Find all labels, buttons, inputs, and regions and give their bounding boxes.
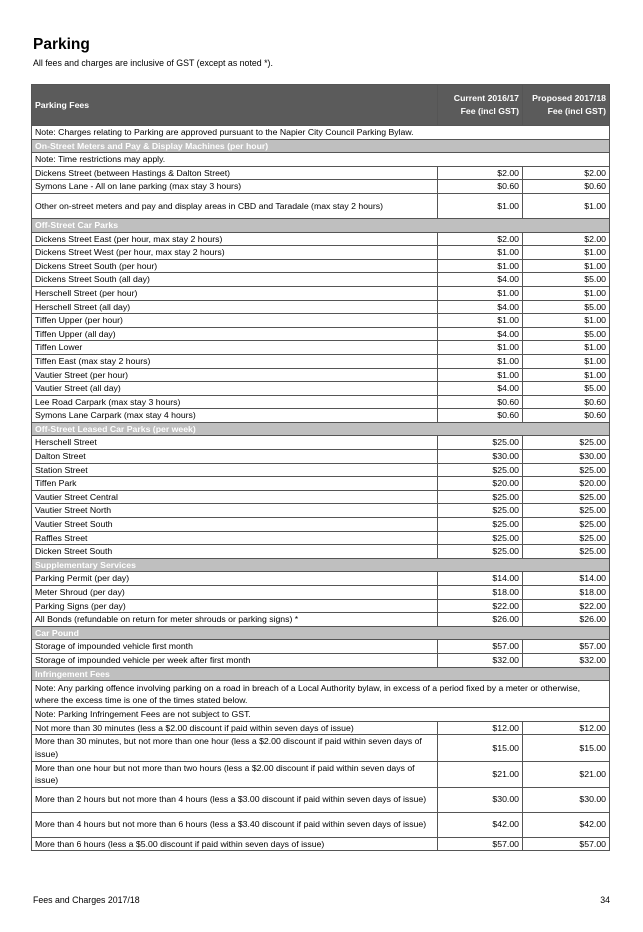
table-row bbox=[32, 246, 610, 260]
table-body bbox=[32, 126, 610, 851]
proposed-fee-cell: $42.00 bbox=[523, 812, 610, 837]
current-fee-cell: $26.00 bbox=[438, 613, 523, 627]
fee-description: Vautier Street (all day) bbox=[32, 382, 438, 396]
table-row bbox=[32, 653, 610, 667]
current-fee-cell: $1.00 bbox=[438, 341, 523, 355]
proposed-fee-cell: $5.00 bbox=[523, 273, 610, 287]
fee-description: Vautier Street (per hour) bbox=[32, 368, 438, 382]
header-current-line1: Current 2016/17 bbox=[453, 93, 519, 103]
note-row bbox=[32, 681, 610, 708]
current-fee-cell: $22.00 bbox=[438, 599, 523, 613]
table-row bbox=[32, 341, 610, 355]
proposed-fee-cell: $25.00 bbox=[523, 518, 610, 532]
table-row bbox=[32, 812, 610, 837]
fee-description: Vautier Street North bbox=[32, 504, 438, 518]
fee-description: Storage of impounded vehicle first month bbox=[32, 640, 438, 654]
current-fee-cell: $25.00 bbox=[438, 504, 523, 518]
section-header-row bbox=[32, 218, 610, 232]
fee-description: More than 2 hours but not more than 4 hours (less a $3.00 discount if paid within seven days of issue) bbox=[32, 787, 438, 812]
current-fee-cell: $18.00 bbox=[438, 586, 523, 600]
fee-description: More than 6 hours (less a $5.00 discount if paid within seven days of issue) bbox=[32, 837, 438, 851]
proposed-fee-cell: $32.00 bbox=[523, 653, 610, 667]
proposed-fee-cell: $14.00 bbox=[523, 572, 610, 586]
table-header-row bbox=[32, 85, 610, 126]
table-row bbox=[32, 166, 610, 180]
table-row bbox=[32, 761, 610, 787]
table-row bbox=[32, 354, 610, 368]
table-row bbox=[32, 787, 610, 812]
proposed-fee-cell: $25.00 bbox=[523, 531, 610, 545]
current-fee-cell: $4.00 bbox=[438, 300, 523, 314]
section-title: Supplementary Services bbox=[32, 558, 610, 572]
current-fee-cell: $4.00 bbox=[438, 327, 523, 341]
current-fee-cell: $4.00 bbox=[438, 382, 523, 396]
fee-description: Herschell Street (per hour) bbox=[32, 286, 438, 300]
fee-description: Dickens Street (between Hastings & Dalton Street) bbox=[32, 166, 438, 180]
header-current-fee bbox=[438, 85, 523, 126]
current-fee-cell: $25.00 bbox=[438, 436, 523, 450]
proposed-fee-cell: $25.00 bbox=[523, 436, 610, 450]
table-row bbox=[32, 314, 610, 328]
current-fee-cell: $2.00 bbox=[438, 232, 523, 246]
current-fee-cell: $30.00 bbox=[438, 787, 523, 812]
section-header-row bbox=[32, 422, 610, 436]
table-row bbox=[32, 837, 610, 851]
table-row bbox=[32, 531, 610, 545]
current-fee-cell: $1.00 bbox=[438, 193, 523, 218]
proposed-fee-cell: $1.00 bbox=[523, 354, 610, 368]
proposed-fee-cell: $5.00 bbox=[523, 327, 610, 341]
table-row bbox=[32, 286, 610, 300]
proposed-fee-cell: $5.00 bbox=[523, 300, 610, 314]
page-number: 34 bbox=[600, 895, 610, 905]
fee-description: Parking Permit (per day) bbox=[32, 572, 438, 586]
fee-description: Storage of impounded vehicle per week after first month bbox=[32, 653, 438, 667]
fee-description: Tiffen Park bbox=[32, 477, 438, 491]
proposed-fee-cell: $1.00 bbox=[523, 341, 610, 355]
fee-description: More than one hour but not more than two hours (less a $2.00 discount if paid within seven days of issue) bbox=[32, 761, 438, 787]
table-row bbox=[32, 599, 610, 613]
fee-description: More than 30 minutes, but not more than one hour (less a $2.00 discount if paid within seven days of issue) bbox=[32, 735, 438, 761]
header-parking-fees: Parking Fees bbox=[32, 85, 438, 126]
proposed-fee-cell: $57.00 bbox=[523, 640, 610, 654]
current-fee-cell: $14.00 bbox=[438, 572, 523, 586]
section-header-row bbox=[32, 139, 610, 153]
current-fee-cell: $1.00 bbox=[438, 314, 523, 328]
table-row bbox=[32, 193, 610, 218]
proposed-fee-cell: $18.00 bbox=[523, 586, 610, 600]
fee-description: Tiffen East (max stay 2 hours) bbox=[32, 354, 438, 368]
proposed-fee-cell: $1.00 bbox=[523, 246, 610, 260]
fee-description: Tiffen Upper (all day) bbox=[32, 327, 438, 341]
fee-description: Raffles Street bbox=[32, 531, 438, 545]
table-row bbox=[32, 368, 610, 382]
fee-description: Vautier Street South bbox=[32, 518, 438, 532]
table-row bbox=[32, 735, 610, 761]
proposed-fee-cell: $25.00 bbox=[523, 545, 610, 559]
fee-description: Meter Shroud (per day) bbox=[32, 586, 438, 600]
fee-description: All Bonds (refundable on return for meter shrouds or parking signs) * bbox=[32, 613, 438, 627]
current-fee-cell: $4.00 bbox=[438, 273, 523, 287]
table-row bbox=[32, 259, 610, 273]
current-fee-cell: $32.00 bbox=[438, 653, 523, 667]
fee-description: Dalton Street bbox=[32, 450, 438, 464]
table-row bbox=[32, 640, 610, 654]
table-row bbox=[32, 477, 610, 491]
fee-description: Herschell Street bbox=[32, 436, 438, 450]
current-fee-cell: $1.00 bbox=[438, 246, 523, 260]
footer-doc-title: Fees and Charges 2017/18 bbox=[33, 895, 140, 905]
table-row bbox=[32, 721, 610, 735]
proposed-fee-cell: $2.00 bbox=[523, 166, 610, 180]
proposed-fee-cell: $1.00 bbox=[523, 314, 610, 328]
proposed-fee-cell: $57.00 bbox=[523, 837, 610, 851]
proposed-fee-cell: $2.00 bbox=[523, 232, 610, 246]
note-text: Note: Charges relating to Parking are approved pursuant to the Napier City Council Parking Bylaw. bbox=[32, 126, 610, 140]
proposed-fee-cell: $21.00 bbox=[523, 761, 610, 787]
current-fee-cell: $21.00 bbox=[438, 761, 523, 787]
table-row bbox=[32, 232, 610, 246]
proposed-fee-cell: $12.00 bbox=[523, 721, 610, 735]
note-text: Note: Any parking offence involving parking on a road in breach of a Local Authority bylaw, in excess of a period fixed by a meter or otherwise, where the excess time is one of the times stated below. bbox=[32, 681, 610, 708]
table-row bbox=[32, 490, 610, 504]
proposed-fee-cell: $1.00 bbox=[523, 193, 610, 218]
note-text: Note: Time restrictions may apply. bbox=[32, 153, 610, 167]
table-row bbox=[32, 300, 610, 314]
proposed-fee-cell: $15.00 bbox=[523, 735, 610, 761]
section-title: Car Pound bbox=[32, 626, 610, 640]
proposed-fee-cell: $0.60 bbox=[523, 409, 610, 423]
page-title: Parking bbox=[33, 36, 90, 53]
header-proposed-fee bbox=[523, 85, 610, 126]
section-title: Off-Street Leased Car Parks (per week) bbox=[32, 422, 610, 436]
table-row bbox=[32, 180, 610, 194]
proposed-fee-cell: $1.00 bbox=[523, 286, 610, 300]
table-row bbox=[32, 409, 610, 423]
section-header-row bbox=[32, 558, 610, 572]
section-header-row bbox=[32, 626, 610, 640]
fee-description: Dickens Street West (per hour, max stay 2 hours) bbox=[32, 246, 438, 260]
table-row bbox=[32, 327, 610, 341]
current-fee-cell: $25.00 bbox=[438, 490, 523, 504]
current-fee-cell: $1.00 bbox=[438, 354, 523, 368]
table-row bbox=[32, 545, 610, 559]
note-row bbox=[32, 153, 610, 167]
header-current-line2: Fee (incl GST) bbox=[460, 106, 519, 116]
fee-description: Vautier Street Central bbox=[32, 490, 438, 504]
proposed-fee-cell: $25.00 bbox=[523, 463, 610, 477]
fee-description: Symons Lane Carpark (max stay 4 hours) bbox=[32, 409, 438, 423]
header-proposed-line1: Proposed 2017/18 bbox=[532, 93, 606, 103]
section-header-row bbox=[32, 667, 610, 681]
current-fee-cell: $1.00 bbox=[438, 259, 523, 273]
current-fee-cell: $0.60 bbox=[438, 409, 523, 423]
section-title: Off-Street Car Parks bbox=[32, 218, 610, 232]
current-fee-cell: $42.00 bbox=[438, 812, 523, 837]
current-fee-cell: $2.00 bbox=[438, 166, 523, 180]
current-fee-cell: $57.00 bbox=[438, 837, 523, 851]
note-row bbox=[32, 126, 610, 140]
current-fee-cell: $25.00 bbox=[438, 463, 523, 477]
table-row bbox=[32, 613, 610, 627]
fee-description: Not more than 30 minutes (less a $2.00 discount if paid within seven days of issue) bbox=[32, 721, 438, 735]
fee-description: Dickens Street East (per hour, max stay 2 hours) bbox=[32, 232, 438, 246]
fee-description: Dickens Street South (all day) bbox=[32, 273, 438, 287]
fee-description: Station Street bbox=[32, 463, 438, 477]
proposed-fee-cell: $20.00 bbox=[523, 477, 610, 491]
table-row bbox=[32, 518, 610, 532]
proposed-fee-cell: $26.00 bbox=[523, 613, 610, 627]
page-subtitle: All fees and charges are inclusive of GST (except as noted *). bbox=[33, 58, 273, 68]
current-fee-cell: $1.00 bbox=[438, 286, 523, 300]
table-row bbox=[32, 436, 610, 450]
current-fee-cell: $25.00 bbox=[438, 545, 523, 559]
fee-description: Herschell Street (all day) bbox=[32, 300, 438, 314]
fee-description: Parking Signs (per day) bbox=[32, 599, 438, 613]
current-fee-cell: $1.00 bbox=[438, 368, 523, 382]
table-row bbox=[32, 463, 610, 477]
fee-description: Dicken Street South bbox=[32, 545, 438, 559]
proposed-fee-cell: $0.60 bbox=[523, 395, 610, 409]
fee-description: Lee Road Carpark (max stay 3 hours) bbox=[32, 395, 438, 409]
current-fee-cell: $25.00 bbox=[438, 531, 523, 545]
proposed-fee-cell: $5.00 bbox=[523, 382, 610, 396]
table-row bbox=[32, 450, 610, 464]
current-fee-cell: $0.60 bbox=[438, 395, 523, 409]
fee-description: Dickens Street South (per hour) bbox=[32, 259, 438, 273]
section-title: Infringement Fees bbox=[32, 667, 610, 681]
fee-description: Tiffen Lower bbox=[32, 341, 438, 355]
fee-description: Symons Lane - All on lane parking (max stay 3 hours) bbox=[32, 180, 438, 194]
parking-fees-table bbox=[31, 84, 610, 851]
table-row bbox=[32, 273, 610, 287]
proposed-fee-cell: $25.00 bbox=[523, 504, 610, 518]
fee-description: More than 4 hours but not more than 6 hours (less a $3.40 discount if paid within seven days of issue) bbox=[32, 812, 438, 837]
current-fee-cell: $12.00 bbox=[438, 721, 523, 735]
table-row bbox=[32, 395, 610, 409]
current-fee-cell: $20.00 bbox=[438, 477, 523, 491]
current-fee-cell: $57.00 bbox=[438, 640, 523, 654]
proposed-fee-cell: $25.00 bbox=[523, 490, 610, 504]
proposed-fee-cell: $22.00 bbox=[523, 599, 610, 613]
fee-description: Tiffen Upper (per hour) bbox=[32, 314, 438, 328]
current-fee-cell: $0.60 bbox=[438, 180, 523, 194]
table-row bbox=[32, 586, 610, 600]
note-row bbox=[32, 708, 610, 722]
current-fee-cell: $25.00 bbox=[438, 518, 523, 532]
proposed-fee-cell: $30.00 bbox=[523, 450, 610, 464]
note-text: Note: Parking Infringement Fees are not subject to GST. bbox=[32, 708, 610, 722]
table-row bbox=[32, 504, 610, 518]
header-proposed-line2: Fee (incl GST) bbox=[547, 106, 606, 116]
table-row bbox=[32, 382, 610, 396]
current-fee-cell: $30.00 bbox=[438, 450, 523, 464]
proposed-fee-cell: $1.00 bbox=[523, 368, 610, 382]
proposed-fee-cell: $0.60 bbox=[523, 180, 610, 194]
table-row bbox=[32, 572, 610, 586]
current-fee-cell: $15.00 bbox=[438, 735, 523, 761]
proposed-fee-cell: $1.00 bbox=[523, 259, 610, 273]
proposed-fee-cell: $30.00 bbox=[523, 787, 610, 812]
section-title: On-Street Meters and Pay & Display Machines (per hour) bbox=[32, 139, 610, 153]
fee-description: Other on-street meters and pay and display areas in CBD and Taradale (max stay 2 hours) bbox=[32, 193, 438, 218]
